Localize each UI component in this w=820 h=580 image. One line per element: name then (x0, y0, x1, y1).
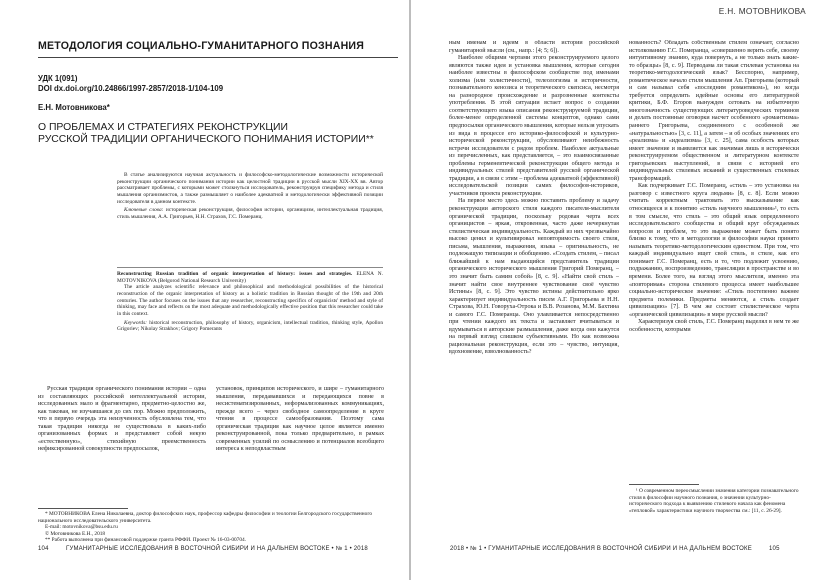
journal-footer-right: 2018 • № 1 • ГУМАНИТАРНЫЕ ИССЛЕДОВАНИЯ В ВОСТОЧНОЙ СИБИРИ И НА ДАЛЬНЕМ ВОСТОКЕ (450, 546, 752, 552)
footnote-email[interactable]: E-mail: motovnikova@bsu.edu.ru (45, 524, 118, 530)
keywords-en (117, 320, 383, 333)
section-heading: МЕТОДОЛОГИЯ СОЦИАЛЬНО-ГУМАНИТАРНОГО ПОЗНАНИЯ (38, 40, 398, 58)
abstract-en-heading (117, 271, 383, 284)
right-page (411, 0, 820, 580)
footnote-divider (38, 508, 128, 509)
abstract-en-author: ELENA N. MOTOVNIKOVA (Belgorod National Research University) (117, 271, 383, 284)
article-author: Е.Н. Мотовникова* (38, 103, 110, 112)
footnote (629, 488, 799, 514)
body-column-3 (449, 40, 619, 538)
footnote-copyright: © Мотовникова Е.Н., 2018 (45, 530, 106, 537)
body-column-1 (38, 386, 206, 506)
abstract-ru (117, 172, 383, 221)
article-title-line-2: РУССКОЙ ТРАДИЦИИ ОРГАНИЧЕСКОГО ПОНИМАНИЯ ИСТОРИИ** (38, 133, 374, 145)
left-page (0, 0, 409, 580)
body-paragraph: Характеризуя свой стиль, Г.С. Померанц выделял в нем те же особенности, которыми (629, 319, 799, 333)
page-number-right: 105 (769, 546, 780, 552)
body-paragraph: Русская традиция органического понимания истории – одна из составляющих российской интеллектуальной истории, исследованных мало и фрагментарно, предметно-целостно же, как таковая, не изучавшаяся до сих пор. Можно предположить, что в первую очередь эта неизученность обусловлена тем, что такая традиция никогда не существовала в каких-либо организованных формах и представляет собой некую «естественную», стихийную преемственность нефиксированной совокупности предпосылок, (38, 386, 206, 453)
udk-code: УДК 1(091) (38, 74, 78, 83)
footnote-author-info: * МОТОВНИКОВА Елена Николаевна, доктор философских наук, профессор кафедры философии и теологии Белгородского государственного национального исследовательского университета. (38, 511, 373, 524)
body-paragraph: Как подчеркивает Г.С. Померанц, «стиль – это установка на разговор с известного круга людьми» [8, с. 8]. Если можно считать корректным трактовать это высказывание как относящееся и к понятию «стиль научного мышления»¹, то есть в том смысле, что стиль – это общий язык определенного исследовательского сообщества и общий круг обсуждаемых вопросов и проблем, то это выражение может быть понято близко к тому, что в методологии и философии науки принято называть теоретико-методологическим единством. При том, что каждый индивидуально ищет свой стиль, в стиле, как его понимает Г.С. Померанц, есть и то, что подлежит усвоению, подражанию, воспроизведению, трансляции в пространстве и во времени. Более того, на взгляд этого мыслителя, именно эта «повторимая» сторона стилевого процесса имеет наибольшее социально-историческое значение: «Стиль постепенно важнее предмета полемики. Предметы меняются, а стиль создает цивилизацию» [7]. В чем же состоит стилистическое чертa «органической цивилизации» в мире русской мысли? (629, 183, 799, 318)
keywords-ru-text: историческая реконструкция, философия истории, органицизм, интеллектуальная традиция, стиль мышления, А.А. Григорьев, Н.Н. Страхов, Г.С. Померанц. (117, 207, 383, 220)
doi-link[interactable]: DOI dx.doi.org/10.24866/1997-2857/2018-1/104-109 (38, 84, 224, 93)
abstract-en-text: The article analyzes scientific relevance and philosophical and methodological possibilities of the historical reconstruction of the organic interpretation of history as a holistic tradition in Russian thought of the 19th and 20th centuries. The author focuses on the issues that any researcher, reconstructing specifics of organicists' method and style of thinking, may face and reflects on the most adequate and methodologically effective position that this researcher could take in this context. (117, 284, 383, 317)
keywords-ru (117, 207, 383, 220)
journal-footer-left: ГУМАНИТАРНЫЕ ИССЛЕДОВАНИЯ В ВОСТОЧНОЙ СИБИРИ И НА ДАЛЬНЕМ ВОСТОКЕ • № 1 • 2018 (66, 546, 368, 552)
body-paragraph: Наиболее общими чертами этого реконструируемого целого являются также идея и установка мышления, которые сегодня наиболее известны в философском сообществе под именами холизма (или холистичности), телеологизма и историчности, познавательного кенозиса и теоретического скепсиса, несмотря на разнородное происхождение и разрозненные контексты употребления. В этой ситуации встает вопрос о создании соответствующего языка описания реконструируемой традиции, более-менее определенной системы концептов, однако сами предпосылки органического мышления, которые нельзя упускать из вида в процессе его историко-философской и культурно-исторической реконструкции, обусловливают неизбежность встречи исследователя с рядом проблем. Наиболее актуальные из перечисленных, как представляется, – это взаимосвязанные проблемы герменевтической реконструкции общего метода и индивидуальных стилей представителей русской органической традиции, а в связи с этим – проблема адекватной (эффективной) исследовательской позиции самих философов-историков, участников проекта реконструкции. (449, 55, 619, 197)
body-paragraph: нованность? Обладать собственным стилем означает, согласно истолкованию Г.С. Померанца, «совершенно верить себе, своему интуитивному знанию, куда повернуть, а не только знать какие-то образцы» [8, с. 9]. Перводама ли такая стилевая установка на теоретико-методологический язык? Бесспорно, например, романтическое начало стиля мышления Ап. Григорьева (который и сам называл себя «последним романтиком»), но когда требуется определить идейные основы его литературной критики, Б.Ф. Егоров вынужден сетовать на избыточную многозначность существующих литературоведческих терминов и делать постоянные оговорки насчет особенного «романтизма» раннего Григорьева, соединенного с особенной же «натуральностью» [3, с. 11], а затем – и об особых значениях его «реализма» и «идеализма» [3, с. 25], сама особость которых имеет значение и выявляется как значимая лишь в исторически реконструируемом общественном и литературном контексте григорьевских выступлений, в связи с историей его индивидуальных стилевых исканий и существенных стилевых трансформаций. (629, 40, 799, 182)
keywords-en-label: Keywords: (124, 319, 147, 326)
udk-doi-block (38, 74, 223, 94)
keywords-en-text: historical reconstruction, philosophy of history, organicism, intellectual tradition, thinking style, Apollon Grigoriev; Nikolay Strakhov; Grigory Pomerants (117, 319, 383, 333)
footnotes (38, 511, 384, 544)
keywords-ru-label: Ключевые слова: (124, 207, 164, 214)
footnote-style-note: ¹ О современном переосмыслении значения категории познавательного стиля в философии научного познания, о значении культурно-исторического подхода к выявлению стилевого начала как феномена «тепловой» характеристики научного творчества см.: [11, с. 26-29]. (629, 488, 799, 514)
abstract-en (117, 267, 383, 333)
article-title (38, 122, 383, 146)
body-column-4 (629, 40, 799, 476)
page-number-left: 104 (38, 546, 49, 552)
article-title-line-1: О ПРОБЛЕМАХ И СТРАТЕГИЯХ РЕКОНСТРУКЦИИ (38, 122, 288, 133)
body-paragraph: На первое место здесь можно поставить проблему и задачу реконструкции авторского стиля каждого писателя-мыслителя органической традиции, поскольку родовая черта всех органицистов – яркая, откровенная, часто даже нечеркнутая стилистическая индивидуальность. Каждый из них чрезвычайно высоко ценил и культивировал неповторимость своего стиля, письма, мышления, выражения, языка – оригинальность, не подлежащую типизации и обобщению. «Создать стилем, – писал ближайший к нам выдающийся представитель традиции органического исторического мышления Григорий Померанц, – это значит быть самим собой» [8, с. 9]. «Найти свой стиль – значит найти свое внутреннее чувствование своё чувство Истины» [8, с. 9]. Это чувство истины действительно ярко характеризует индивидуальность писем А.Г. Григорьева и Н.Н. Страхова, Ю.Н. Говоруха-Отрока и В.В. Розанова, М.М. Бахтина и самого Г.С. Померанца. Оно улавливается непосредственно при чтении каждого их текста и заставляет вчитываться и вдумываться в авторские размышления, даже когда они кажутся на первый взгляд слишком субъективными. Но как возможна рациональная реконструкция, если это – чувство, интуиция, вдохновение, взволнованность? (449, 198, 619, 356)
footnote-grant: ** Работа выполнена при финансовой поддержке гранта РФФИ. Проект № 16-03-00704. (45, 537, 247, 543)
running-header-author: Е.Н. МОТОВНИКОВА (718, 6, 806, 16)
abstract-en-title: Reconstructing Russian tradition of organic interpretation of history: issues and strategies. (117, 271, 353, 277)
body-column-2 (216, 386, 384, 506)
abstract-ru-text: В статье анализируются научная актуальность и философско-методологические возможности исторической реконструкции органического понимания истории как целостной традиции в русской мысли XIX-XX вв. Автор рассматривает проблемы, с которыми может столкнуться исследователь, реконструируя специфику метода и стиля мышления организмистов, а также размышляет о наиболее адекватной и методологически эффективной позиции исследователя в данном контексте. (117, 172, 383, 205)
footnote-divider (629, 484, 699, 485)
body-paragraph: установок, принципов исторического, и шире – гуманитарного мышления, передававшихся и передающихся повнe в несистематизированных, неформализованных коммуникациях, прежде всего – через свободное самоопределение в круге чтения в процессе самообразования. Поэтому сама органическая традиция как научное целое является именно реконструированной, пока только предварительно, в рамках современных усилий по осмыслению и потенциалов всеобщего интереса к неподвластным (216, 386, 384, 453)
body-paragraph: ным именам и идеям в области истории российской гуманитарной мысли (см., напр.: [4; 5; 6]). (449, 40, 619, 54)
